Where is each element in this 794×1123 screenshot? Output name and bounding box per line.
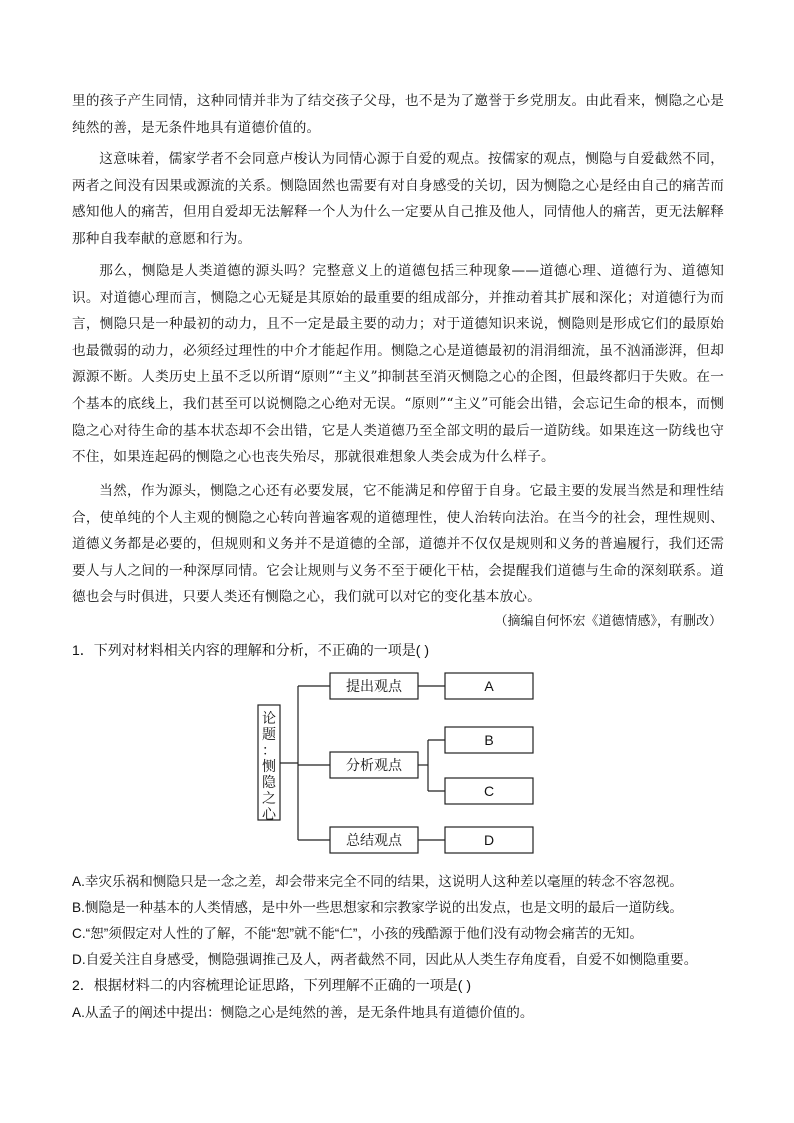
passage-paragraph-3: 那么，恻隐是人类道德的源头吗？完整意义上的道德包括三种现象——道德心理、道德行为、道德知识。对道德心理而言，恻隐之心无疑是其原始的最重要的组成部分，并推动着其扩展和深化；对道德行为而言，恻隐只是一种最初的动力，且不一定是最主要的动力；对于道德知识来说，恻隐则是形成它们的最原始也最微弱的动力，必须经过理性的中介才能起作用。恻隐之心是道德最初的涓涓细流，虽不汹涌澎湃，但却源源不断。人类历史上虽不乏以所谓“原则”“主义”抑制甚至消灭恻隐之心的企图，但最终都归于失败。在一个基本的底线上，我们甚至可以说恻隐之心绝对无误。“原则”“主义”可能会出错，会忘记生命的根本，而恻隐之心对待生命的基本状态却不会出错，它是人类道德乃至全部文明的最后一道防线。如果连这一防线也守不住，如果连起码的恻隐之心也丧失殆尽，那就很难想象人类会成为什么样子。 [72, 263, 724, 466]
stage-label: 总结观点 [346, 832, 402, 848]
topic-char: 题 [262, 726, 276, 742]
passage-paragraph-1: 里的孩子产生同情，这种同情并非为了结交孩子父母，也不是为了邀誉于乡党朋友。由此看来，恻隐之心是纯然的善，是无条件地具有道德价值的。 [72, 93, 724, 136]
question-1-option-a: A.幸灾乐祸和恻隐只是一念之差，却会带来完全不同的结果，这说明人这种差以毫厘的转念不容忽视。 [72, 874, 683, 889]
topic-char: 恻 [262, 758, 276, 774]
question-1-option-d: D.自爱关注自身感受，恻隐强调推己及人，两者截然不同，因此从人类生存角度看，自爱不如恻隐重要。 [72, 952, 698, 967]
answer-label: A [484, 678, 494, 694]
passage-source: （摘编自何怀宏《道德情感》，有删改） [494, 614, 722, 629]
answer-label: C [483, 783, 495, 799]
question-1-option-b: B.恻隐是一种基本的人类情感，是中外一些思想家和宗教家学说的出发点，也是文明的最后一道防线。 [72, 900, 683, 915]
topic-char: 隐 [262, 774, 276, 790]
topic-char: ： [262, 742, 276, 758]
passage-paragraph-4: 当然，作为源头，恻隐之心还有必要发展，它不能满足和停留于自身。它最主要的发展当然是和理性结合，使单纯的个人主观的恻隐之心转向普遍客观的道德理性，使人治转向法治。在当今的社会，理性规则、道德义务都是必要的，但规则和义务并不是道德的全部，道德并不仅仅是规则和义务的普遍履行，我们还需要人与人之间的一种深厚同情。它会让规则与义务不至于硬化干枯，会提醒我们道德与生命的深刻联系。道德也会与时俱进，只要人类还有恻隐之心，我们就可以对它的变化基本放心。 [72, 483, 724, 606]
question-2-stem: 2．根据材料二的内容梳理论证思路，下列理解不正确的一项是( ) [72, 977, 471, 993]
stage-label: 分析观点 [346, 757, 402, 773]
question-1-option-c: C.“恕”须假定对人性的了解，不能“恕”就不能“仁”，小孩的残酷源于他们没有动物会痛苦的无知。 [72, 926, 643, 941]
question-1-stem: 1．下列对材料相关内容的理解和分析，不正确的一项是( ) [72, 642, 429, 658]
topic-char: 之 [262, 790, 276, 806]
passage-paragraph-2: 这意味着，儒家学者不会同意卢梭认为同情心源于自爱的观点。按儒家的观点，恻隐与自爱截然不同，两者之间没有因果或源流的关系。恻隐固然也需要有对自身感受的关切，因为恻隐之心是经由自己的痛苦而感知他人的痛苦，但用自爱却无法解释一个人为什么一定要从自己推及他人，同情他人的痛苦，更无法解释那种自我奉献的意愿和行为。 [72, 151, 724, 247]
topic-char: 论 [262, 710, 276, 726]
stage-label: 提出观点 [346, 678, 402, 694]
topic-char: 心 [262, 806, 276, 822]
question-2-option-a: A.从孟子的阐述中提出：恻隐之心是纯然的善，是无条件地具有道德价值的。 [72, 1005, 534, 1020]
answer-label: D [483, 832, 495, 848]
answer-label: B [484, 732, 494, 748]
